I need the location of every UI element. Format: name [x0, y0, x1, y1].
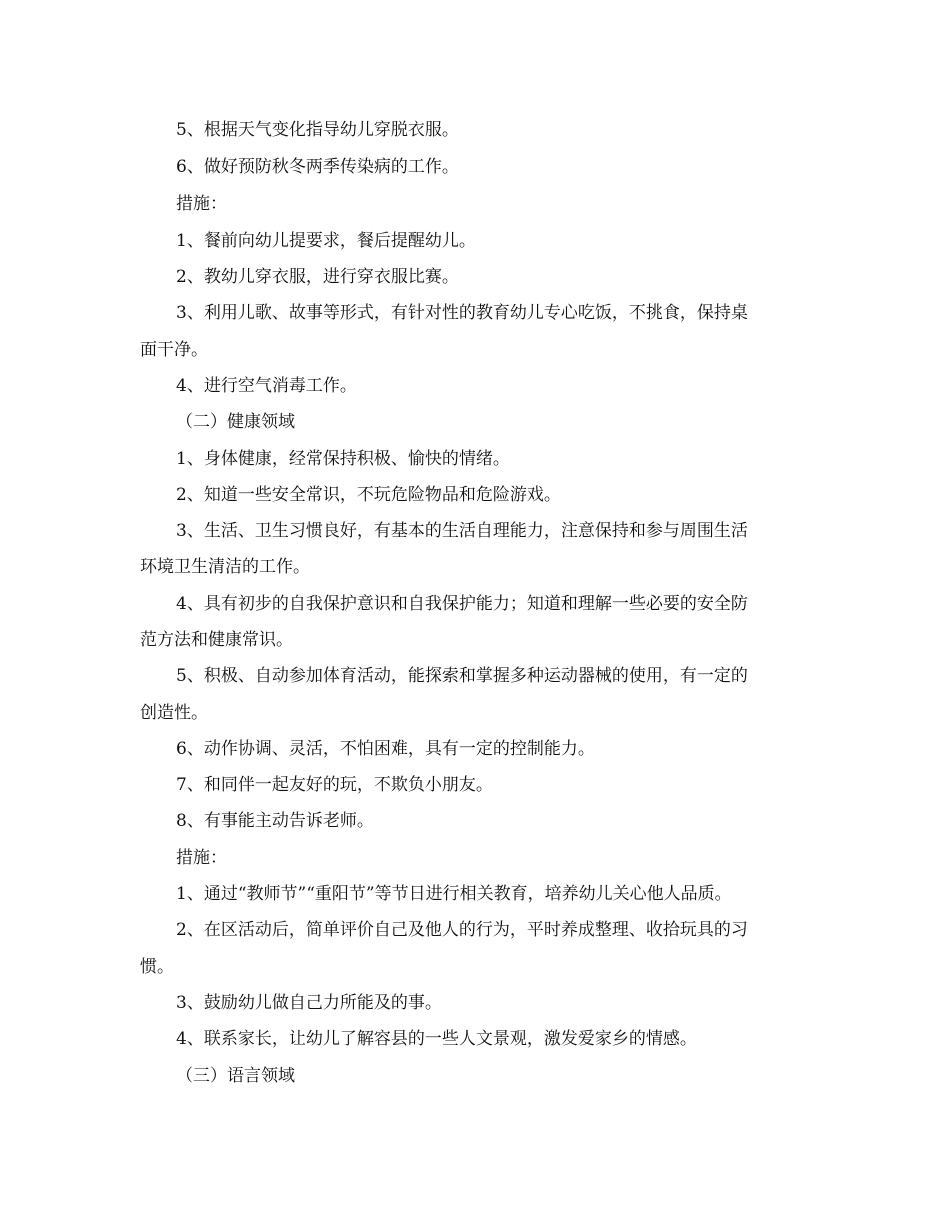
section-heading-health: （二）健康领域 [176, 412, 295, 432]
text-line: 3、生活、卫生习惯良好，有基本的生活自理能力，注意保持和参与周围生活 [176, 521, 748, 541]
text-line: 2、知道一些安全常识，不玩危险物品和危险游戏。 [176, 485, 561, 505]
text-line: 创造性。 [140, 703, 208, 723]
text-line: 3、鼓励幼儿做自己力所能及的事。 [176, 993, 442, 1013]
text-line: 面干净。 [140, 340, 208, 360]
text-line: 2、教幼儿穿衣服，进行穿衣服比赛。 [176, 267, 459, 287]
text-line: 3、利用儿歌、故事等形式，有针对性的教育幼儿专心吃饭，不挑食，保持桌 [176, 303, 748, 323]
text-line: 4、进行空气消毒工作。 [176, 376, 357, 396]
text-line: 4、联系家长，让幼儿了解容县的一些人文景观，激发爱家乡的情感。 [176, 1029, 697, 1049]
section-heading-language: （三）语言领域 [176, 1066, 295, 1086]
section-heading-measures: 措施： [176, 848, 227, 868]
text-line: 惯。 [140, 957, 174, 977]
section-heading-measures: 措施： [176, 194, 227, 214]
text-line: 范方法和健康常识。 [140, 630, 293, 650]
text-line: 1、通过“教师节”“重阳节”等节日进行相关教育，培养幼儿关心他人品质。 [176, 884, 732, 904]
text-line: 4、具有初步的自我保护意识和自我保护能力；知道和理解一些必要的安全防 [176, 594, 748, 614]
text-line: 7、和同伴一起友好的玩，不欺负小朋友。 [176, 775, 493, 795]
text-line: 8、有事能主动告诉老师。 [176, 811, 374, 831]
text-line: 1、身体健康，经常保持积极、愉快的情绪。 [176, 449, 510, 469]
text-line: 5、根据天气变化指导幼儿穿脱衣服。 [176, 120, 459, 140]
text-line: 1、餐前向幼儿提要求，餐后提醒幼儿。 [176, 231, 476, 251]
text-line: 5、积极、自动参加体育活动，能探索和掌握多种运动器械的使用，有一定的 [176, 666, 748, 686]
text-line: 2、在区活动后，简单评价自己及他人的行为，平时养成整理、收拾玩具的习 [176, 920, 748, 940]
text-line: 6、动作协调、灵活，不怕困难，具有一定的控制能力。 [176, 739, 595, 759]
text-line: 6、做好预防秋冬两季传染病的工作。 [176, 157, 459, 177]
text-line: 环境卫生清洁的工作。 [140, 557, 310, 577]
